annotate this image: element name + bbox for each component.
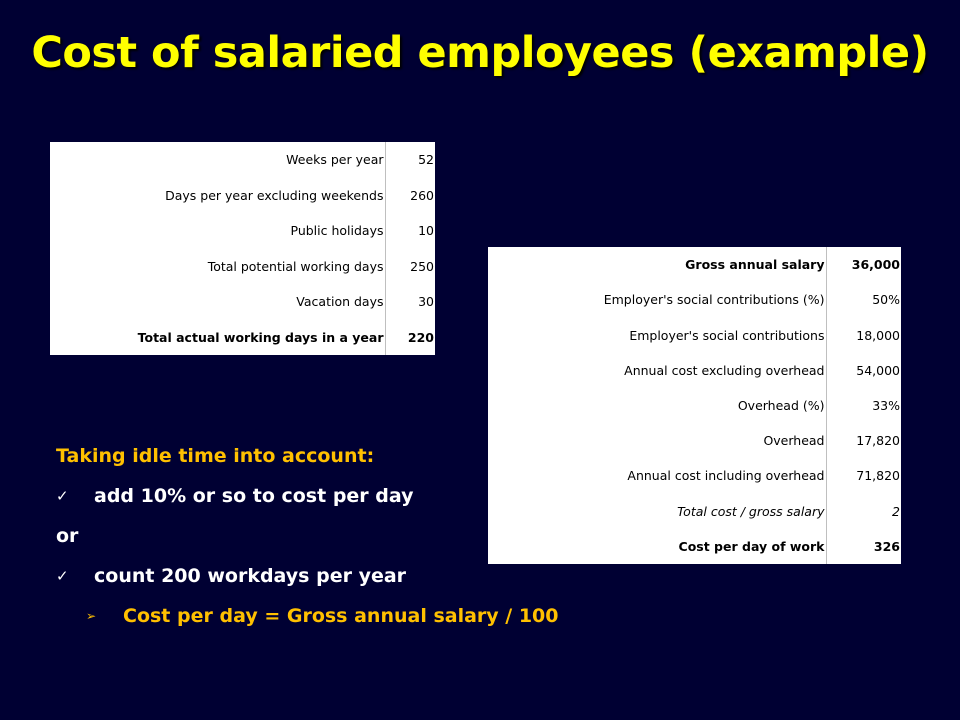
arrow-bullet-icon: ➢ bbox=[86, 609, 97, 623]
table-row bbox=[488, 388, 901, 423]
note-item-text: add 10% or so to cost per day bbox=[94, 485, 414, 507]
row-value: 260 bbox=[410, 187, 434, 203]
row-label: Vacation days bbox=[50, 284, 385, 320]
row-value: 30 bbox=[418, 294, 434, 310]
row-value: 36,000 bbox=[851, 257, 900, 273]
row-label: Overhead bbox=[488, 423, 826, 458]
row-value: 18,000 bbox=[856, 327, 900, 343]
row-label: Public holidays bbox=[50, 213, 385, 249]
row-value: 250 bbox=[410, 258, 434, 274]
table-row bbox=[50, 142, 435, 178]
row-label: Weeks per year bbox=[50, 142, 385, 178]
table-row bbox=[488, 317, 901, 352]
row-label: Employer's social contributions (%) bbox=[488, 282, 826, 317]
note-item-add-percent bbox=[56, 482, 596, 522]
table-row bbox=[50, 213, 435, 249]
row-label: Annual cost including overhead bbox=[488, 458, 826, 493]
note-or: or bbox=[56, 525, 79, 547]
row-label: Gross annual salary bbox=[488, 247, 826, 282]
table-row-salary bbox=[488, 247, 901, 282]
row-value: 2 bbox=[892, 503, 900, 519]
row-label: Annual cost excluding overhead bbox=[488, 353, 826, 388]
row-label: Total actual working days in a year bbox=[50, 320, 385, 356]
row-value: 10 bbox=[418, 223, 434, 239]
row-label: Days per year excluding weekends bbox=[50, 178, 385, 214]
row-value: 33% bbox=[872, 397, 900, 413]
note-item-workdays bbox=[56, 562, 596, 602]
row-value: 326 bbox=[873, 538, 900, 554]
row-value: 50% bbox=[872, 292, 900, 308]
table-row bbox=[488, 353, 901, 388]
note-sub-formula bbox=[56, 602, 596, 642]
working-days-table bbox=[50, 142, 435, 355]
row-label: Total potential working days bbox=[50, 249, 385, 285]
row-label: Cost per day of work bbox=[488, 529, 826, 564]
row-value: 17,820 bbox=[856, 433, 900, 449]
slide-title: Cost of salaried employees (example) bbox=[31, 28, 929, 78]
row-value: 54,000 bbox=[856, 362, 900, 378]
row-label: Employer's social contributions bbox=[488, 317, 826, 352]
table-row bbox=[50, 284, 435, 320]
row-value: 220 bbox=[407, 329, 434, 345]
table-row bbox=[488, 282, 901, 317]
table-row bbox=[50, 178, 435, 214]
check-icon: ✓ bbox=[56, 487, 69, 505]
row-label: Overhead (%) bbox=[488, 388, 826, 423]
notes-heading: Taking idle time into account: bbox=[56, 445, 375, 467]
note-sub-text: Cost per day = Gross annual salary / 100 bbox=[123, 605, 559, 627]
idle-time-notes bbox=[56, 442, 596, 642]
row-value: 71,820 bbox=[856, 468, 900, 484]
row-value: 52 bbox=[418, 152, 434, 168]
check-icon: ✓ bbox=[56, 567, 69, 585]
row-label: Total cost / gross salary bbox=[488, 494, 826, 529]
note-item-text: count 200 workdays per year bbox=[94, 565, 407, 587]
table-row-total bbox=[50, 320, 435, 356]
table-row bbox=[50, 249, 435, 285]
